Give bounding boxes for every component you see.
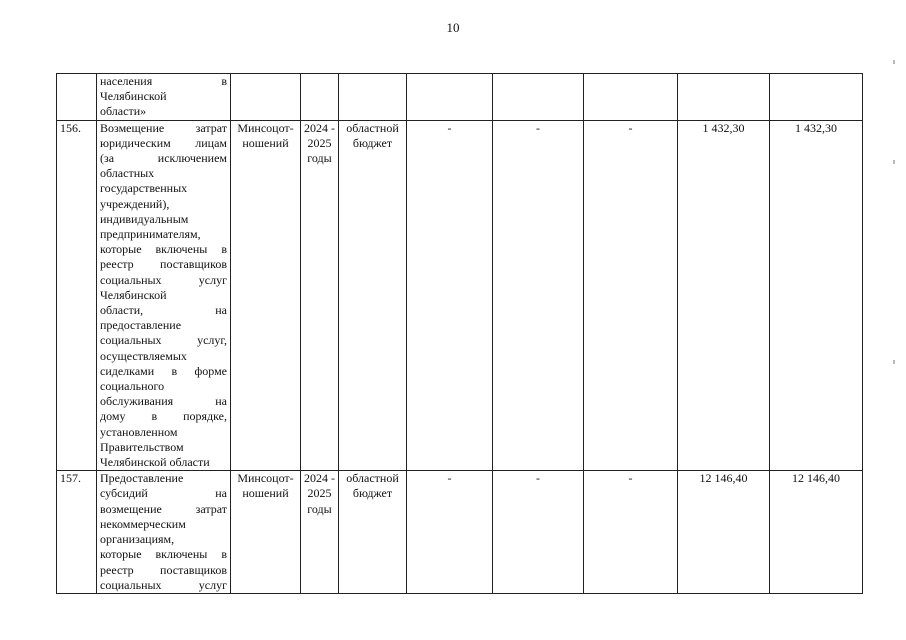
measure-name-line (100, 104, 227, 119)
value-col-5: 1 432,30 (770, 120, 863, 471)
measure-name-word: Челябинской (100, 287, 167, 302)
measure-name-line (100, 181, 227, 196)
scan-artifact (893, 160, 895, 164)
measure-name-line (100, 440, 227, 455)
value-col-4: 12 146,40 (678, 471, 770, 594)
measure-name-word: услуг (198, 577, 227, 592)
row-number (57, 74, 97, 121)
value-col-2: - (493, 120, 584, 471)
measure-name-word: которые (100, 242, 142, 257)
measure-name-line (100, 212, 227, 227)
row-number: 157. (57, 471, 97, 594)
measure-name-word: юридическим (100, 135, 171, 150)
measure-name-line (100, 578, 227, 593)
measure-name-line (100, 257, 227, 272)
measure-name-word: возмещение (100, 501, 162, 516)
measure-name-word: индивидуальным (100, 211, 189, 226)
measure-name-word: услуг (198, 272, 227, 287)
value-col-4 (678, 74, 770, 121)
measure-name-word: на (215, 394, 227, 409)
measure-name-word: на (215, 486, 227, 501)
measure-name-word: форме (194, 363, 227, 378)
table-row (57, 120, 863, 471)
measure-name-word: в (221, 74, 227, 88)
measure-name (97, 471, 231, 594)
program-table (56, 73, 863, 594)
measure-name (97, 74, 231, 121)
measure-name-line (100, 89, 227, 104)
measure-name-line (100, 409, 227, 424)
measure-name-line (100, 394, 227, 409)
funding-source: областной бюджет (339, 120, 407, 471)
funding-source (339, 74, 407, 121)
measure-name-line (100, 333, 227, 348)
measure-name-line (100, 166, 227, 181)
value-col-1: - (407, 471, 493, 594)
measure-name-word: населения (100, 74, 153, 88)
measure-name-word: в (171, 363, 178, 378)
measure-name-line (100, 471, 227, 486)
measure-name-word: учреждений), (100, 196, 170, 211)
years: 2024 - 2025 годы (301, 471, 339, 594)
measure-name-word: Предоставление (100, 471, 184, 486)
measure-name-line (100, 502, 227, 517)
measure-name-word: сиделками (100, 363, 155, 378)
row-number: 156. (57, 120, 97, 471)
table-row (57, 74, 863, 121)
measure-name-line (100, 486, 227, 501)
measure-name-line (100, 425, 227, 440)
measure-name-word: социальных (100, 577, 162, 592)
measure-name-word: Возмещение (100, 120, 165, 135)
measure-name-word: затрат (195, 120, 227, 135)
value-col-1: - (407, 120, 493, 471)
measure-name-line (100, 227, 227, 242)
measure-name-line (100, 121, 227, 136)
measure-name-line (100, 547, 227, 562)
measure-name-word: организациям, (100, 532, 175, 547)
measure-name-line (100, 532, 227, 547)
value-col-2 (493, 74, 584, 121)
measure-name-word: которые (100, 547, 142, 562)
executor: Минсоцот-ношений (231, 471, 301, 594)
measure-name-word: осуществляемых (100, 348, 187, 363)
measure-name-word: исключением (157, 151, 227, 166)
value-col-3 (584, 74, 678, 121)
measure-name-line (100, 379, 227, 394)
measure-name-word: реестр (100, 257, 134, 272)
scan-artifact (893, 360, 895, 364)
measure-name-word: установленном (100, 424, 178, 439)
measure-name-word: в (151, 409, 158, 424)
measure-name-line (100, 318, 227, 333)
measure-name-word: включены (155, 242, 208, 257)
measure-name-word: (за (100, 151, 115, 166)
years (301, 74, 339, 121)
value-col-5: 12 146,40 (770, 471, 863, 594)
measure-name-word: включены (155, 547, 208, 562)
measure-name-word: дому (100, 409, 126, 424)
funding-source: областной бюджет (339, 471, 407, 594)
value-col-2: - (493, 471, 584, 594)
measure-name-word: социальных (100, 272, 162, 287)
measure-name-word: социальных (100, 333, 162, 348)
page-number: 10 (446, 20, 460, 35)
value-col-3: - (584, 471, 678, 594)
measure-name-word: Челябинской (100, 89, 167, 104)
measure-name-line (100, 563, 227, 578)
measure-name-word: предоставление (100, 318, 182, 333)
measure-name-word: в (221, 242, 227, 257)
table-row (57, 471, 863, 594)
measure-name-line (100, 273, 227, 288)
years: 2024 - 2025 годы (301, 120, 339, 471)
measure-name-line (100, 455, 227, 470)
scan-artifact (893, 60, 895, 64)
executor (231, 74, 301, 121)
measure-name-word: субсидий (100, 486, 148, 501)
measure-name-word: лицам (195, 135, 227, 150)
measure-name-word: некоммерческим (100, 516, 186, 531)
measure-name-line (100, 364, 227, 379)
measure-name-line (100, 136, 227, 151)
measure-name-line (100, 151, 227, 166)
value-col-4: 1 432,30 (678, 120, 770, 471)
measure-name-word: затрат (195, 501, 227, 516)
measure-name-word: услуг, (197, 333, 227, 348)
measure-name-line (100, 517, 227, 532)
measure-name-word: порядке, (183, 409, 227, 424)
measure-name-word: на (215, 303, 227, 318)
measure-name-word: Челябинской области (100, 455, 210, 470)
measure-name-word: области, (100, 303, 144, 318)
executor: Минсоцот-ношений (231, 120, 301, 471)
value-col-3: - (584, 120, 678, 471)
measure-name-word: Правительством (100, 439, 184, 454)
measure-name-word: в (221, 547, 227, 562)
measure-name-word: обслуживания (100, 394, 174, 409)
measure-name-word: областных (100, 166, 155, 181)
measure-name-line (100, 303, 227, 318)
measure-name-word: предпринимателям, (100, 227, 201, 242)
value-col-1 (407, 74, 493, 121)
measure-name-line (100, 288, 227, 303)
value-col-5 (770, 74, 863, 121)
measure-name-line (100, 197, 227, 212)
measure-name-line (100, 242, 227, 257)
measure-name-word: социального (100, 379, 165, 394)
measure-name-line (100, 74, 227, 89)
measure-name-word: поставщиков (160, 562, 227, 577)
measure-name-word: государственных (100, 181, 188, 196)
measure-name-word: поставщиков (160, 257, 227, 272)
measure-name (97, 120, 231, 471)
measure-name-word: области» (100, 104, 147, 119)
measure-name-line (100, 349, 227, 364)
measure-name-word: реестр (100, 562, 134, 577)
